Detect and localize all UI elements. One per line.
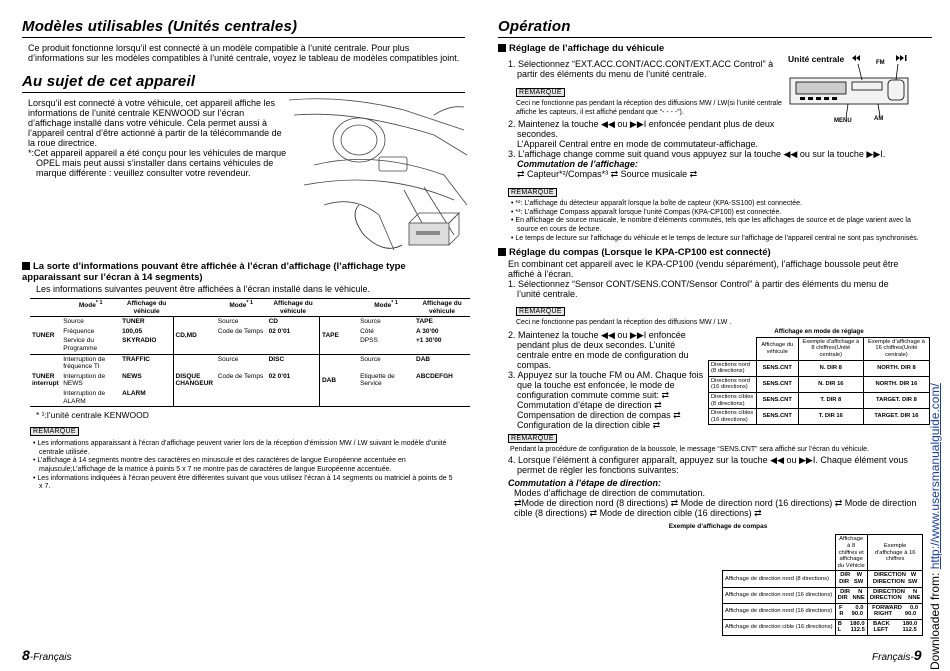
t1-header: Exemple d’affichage à 16 chiffres(Unité centrale) xyxy=(863,337,929,360)
s1-step2: 2. Maintenez la touche ◀◀ ou ▶▶I enfoncée pendant plus de deux secondes. xyxy=(508,119,775,140)
row-label-cell: Directions cibles (16 directions) xyxy=(709,409,757,425)
s2-step3: 3. Appuyez sur la touche FM ou AM. Chaque fois que la touche est enfoncée, le mode de configuration commute comme suit: ⇄ Commutation d’étape de direction ⇄ Compensation de direction de compas ⇄ Configuration de la direction cible ⇄ xyxy=(508,369,704,430)
info-label-cell: Code de Temps xyxy=(217,327,264,335)
commut2-heading: Commutation à l’étape de direction: xyxy=(508,478,662,489)
value-cell: N. DIR 16 xyxy=(798,376,863,392)
info-label-cell: Interruption de NEWS xyxy=(63,372,106,388)
info-value-cell: A 30’00 xyxy=(416,327,439,335)
about-text: Lorsqu’il est connecté à votre véhicule, cet appareil affiche les informations de l’unité centrale KENWOOD sur l’écran d’affichage installé dans votre véhicule. Cela permet aussi à l’appareil central d’être actionné à partir de la télécommande de la roue directrice. *:Cet appareil appareil a été conçu pour les véhicules de marque OPEL mais peut aussi s’installer dans certains véhicules de marque différente : veuillez consulter votre revendeur. xyxy=(28,98,287,178)
info-value-cell xyxy=(267,336,320,354)
remarque-label: REMARQUE xyxy=(30,427,79,436)
info-label-cell: Code de Temps xyxy=(217,372,264,380)
info-label-cell: Interruption de fréquence TI xyxy=(63,355,106,371)
value-cell: BACK 180.0 LEFT 112.5 xyxy=(867,619,923,635)
th-display-1: Affichage du véhicule xyxy=(120,299,173,317)
left-notes xyxy=(32,440,457,492)
fm-label: FM xyxy=(876,60,885,66)
s2-remark2: Pendant la procédure de configuration de la boussole, le message “SENS.CNT” sera affiché sur l’écran du véhicule. xyxy=(510,445,870,453)
mode-cell: TUNER xyxy=(30,317,61,354)
note-item: • Les informations indiquées à l’écran peuvent être différentes suivant que vous utilisez l’écran à 14 segments ou matriciel à points de 5 x 7. xyxy=(33,474,453,491)
info-label-cell: Etiquette de Service xyxy=(360,372,395,388)
info-label-cell: Fréquence xyxy=(63,327,95,335)
value-cell: DIRECTION N DIRECTION NNE xyxy=(867,587,923,603)
note-item: • Les informations apparaissant à l’écran d’affichage peuvent varier lors de la réception d’émission MW / LW suivant le modèle d’unité centrale utilisée. xyxy=(33,440,447,456)
square-bullet-icon xyxy=(22,262,30,270)
s1-step3: 3. L’affichage change comme suit quand vous appuyez sur la touche ◀◀ ou sur la touche ▶▶I. xyxy=(508,149,886,160)
info-type-heading: La sorte d’informations pouvant être affichée à l’écran d’affichage (l’affichage type apparaissant sur l’écran à 14 segments) xyxy=(22,261,406,283)
compass-heading: Réglage du compas (Lorsque le KPA-CP100 est connecté) xyxy=(498,247,932,258)
table-row xyxy=(709,409,930,425)
display-info-table xyxy=(30,298,470,407)
th-mode-1: Mode$^{* 1}$ xyxy=(61,299,120,317)
s2-step1: 1. Sélectionnez “Sensor CONT/SENS.CONT/Sensor Control” à partir des éléments du menu de l’unité centrale. xyxy=(508,279,889,300)
commut-heading: Commutation de l’affichage: xyxy=(517,159,638,170)
mode-cell: TAPE xyxy=(319,317,358,354)
row-label-cell: Affichage de direction cible (16 directions) xyxy=(723,619,836,635)
info-value-cell xyxy=(414,389,470,407)
menu-label: MENU xyxy=(834,118,852,124)
s1-remark1: Ceci ne fonctionne pas pendant la réception des diffusions MW / LW(si l’unité centrale affiche les capteurs, il est affiché pendant que “- - - -”). xyxy=(516,100,782,116)
row-label-cell: Directions cibles (8 directions) xyxy=(709,392,757,408)
info-label-cell: Source xyxy=(217,355,239,363)
info-value-cell: TAPE xyxy=(416,318,433,326)
table-row xyxy=(30,327,470,337)
square-bullet-icon xyxy=(498,248,506,256)
s2-step4: 4. Lorsque l’élément à configurer apparaît, appuyez sur la touche ◀◀ ou ▶▶I. Chaque élément vous permet de régler les fonctions suivantes: xyxy=(508,455,908,476)
commut-line: ⇄ Capteur*²/Compas*³ ⇄ Source musicale ⇄ xyxy=(517,169,698,180)
info-label-cell: Source xyxy=(217,318,239,326)
row-label-cell: Affichage de direction nord (16 directions) xyxy=(723,587,836,603)
note-item: • *²: L’affichage du détecteur apparaît lorsque la boîte de capteur (KPA-SS100) est connectée. xyxy=(511,200,802,208)
info-value-cell: SKYRADIO xyxy=(120,336,173,354)
commut2-line2: ⇄Mode de direction nord (8 directions) ⇄ Mode de direction nord (16 directions) ⇄ Mode de direction cible (8 directions) ⇄ Mode de direction cible (16 directions) ⇄ xyxy=(514,498,917,519)
info-value-cell: DAB xyxy=(416,355,431,363)
row-label-cell: Affichage de direction nord (8 directions) xyxy=(723,571,836,587)
info-label-cell: Côté xyxy=(360,327,374,335)
row-label-cell: Directions nord (16 directions) xyxy=(709,376,757,392)
th-mode-3: Mode$^{* 1}$ xyxy=(358,299,414,317)
remarque-label: REMARQUE xyxy=(508,434,557,443)
table-row xyxy=(723,571,923,587)
note-item: • L’affichage à 14 segments montre des caractères en minuscule et des caractères de langue Européenne accentuée en majuscule;L’affichage de la matrice à points 5 x 7 ne montre pas de caractères de langue Européenne accentuée. xyxy=(33,457,406,473)
models-intro: Ce produit fonctionne lorsqu’il est connecté à un modèle compatible à l’unité centrale. Pour plus d’informations sur les modèles compatibles à l’unité centrale, voyez le tableau de modèles compatibles joint. xyxy=(28,43,460,63)
remarque-label: REMARQUE xyxy=(508,188,557,197)
th-display-3: Affichage du véhicule xyxy=(414,299,470,317)
info-label-cell: Interruption de ALARM xyxy=(61,389,120,407)
value-cell: TARGET. DIR 8 xyxy=(863,392,929,408)
car-interior-illustration xyxy=(284,95,469,255)
commut2-line1: Modes d’affichage de direction de commutation. xyxy=(514,488,705,499)
note-item: • En affichage de source musicale, le nombre d’éléments commutés, tels que les affichages de source et de plage varient avec la source en cours de lecture. xyxy=(511,217,911,233)
table-row xyxy=(723,619,923,635)
download-watermark: Downloaded from: http://www.usersmanualguide.com/ xyxy=(928,383,942,670)
info-value-cell: TUNER xyxy=(120,317,173,327)
table-row xyxy=(709,360,930,376)
value-cell: F 0.0 R 90.0 xyxy=(835,603,867,619)
s2-intro: En combinant cet appareil avec le KPA-CP100 (vendu séparément), l’affichage boussole peut être affiché à l’écran. xyxy=(508,259,899,280)
th-display-2: Affichage du véhicule xyxy=(267,299,320,317)
table-row xyxy=(30,317,470,327)
info-value-cell: CD xyxy=(267,317,320,327)
right-page-number: Français-9 xyxy=(872,647,922,663)
s2-steps-2-3 xyxy=(508,330,708,430)
setting-mode-table-wrap xyxy=(708,328,930,426)
value-cell: FORWARD 0.0 RIGHT 90.0 xyxy=(867,603,923,619)
mode-cell: TUNER interrupt xyxy=(30,354,61,407)
value-cell: NORTH. DIR 16 xyxy=(863,376,929,392)
head-unit-drawing xyxy=(788,52,918,130)
value-cell: DIR W DIR SW xyxy=(835,571,867,587)
section-title-models: Modèles utilisables (Unités centrales) xyxy=(22,18,465,38)
info-type-sub: Les informations suivantes peuvent être affichées à l’écran installé dans le véhicule. xyxy=(36,284,371,294)
remarque-label: REMARQUE xyxy=(516,307,565,316)
info-label-cell xyxy=(358,389,414,407)
note-item: • *³: L’affichage Compass apparaît lorsque l’unité Compas (KPA-CP100) est connectée. xyxy=(511,208,782,216)
info-value-cell: ABCDEFGH xyxy=(416,372,453,380)
value-cell: NORTH. DIR 8 xyxy=(863,360,929,376)
info-label-cell xyxy=(216,336,267,354)
s2-remark1: Ceci ne fonctionne pas pendant la réception des diffusions MW / LW . xyxy=(516,319,732,327)
table-row xyxy=(709,376,930,392)
mode-cell: DAB xyxy=(319,354,358,407)
info-value-cell: +1 30’00 xyxy=(414,336,470,354)
table-row xyxy=(30,336,470,354)
table-row xyxy=(30,372,470,389)
t1-header: Affichage du véhicule xyxy=(756,337,798,360)
info-label-cell: Source xyxy=(360,318,381,326)
section-title-operation: Opération xyxy=(498,18,932,38)
table-row xyxy=(723,603,923,619)
info-label-cell: Source xyxy=(63,318,84,326)
info-table-body xyxy=(30,317,470,407)
watermark-link[interactable]: http://www.usersmanualguide.com/ xyxy=(928,383,942,570)
left-page-number: 8-Français xyxy=(22,647,72,663)
t1-header: Exemple d’affichage à 8 chiffres(Unité centrale) xyxy=(798,337,863,360)
t2-header: Affichage à 8 chiffres et affichage du Véhicle xyxy=(835,535,867,571)
mode-cell: CD,MD xyxy=(173,317,216,354)
table-row xyxy=(30,354,470,372)
value-cell: DIR N DIR NNE xyxy=(835,587,867,603)
about-note: *:Cet appareil appareil a été conçu pour les véhicules de marque OPEL mais peut aussi s’installer dans certains véhicules de marque différente : veuillez consulter votre revendeur. xyxy=(28,148,287,178)
value-cell: SENS.CNT xyxy=(756,360,798,376)
value-cell: SENS.CNT xyxy=(756,409,798,425)
head-unit-label: Unité centrale xyxy=(788,54,845,64)
compass-table-body xyxy=(723,571,923,636)
compass-table xyxy=(722,534,923,636)
value-cell: SENS.CNT xyxy=(756,392,798,408)
compass-table-title: Exemple d’affichage de compas xyxy=(668,523,768,531)
info-value-cell: NEWS xyxy=(120,372,173,389)
vehicle-display-heading: Réglage de l’affichage du véhicule xyxy=(498,43,932,54)
setting-mode-table xyxy=(708,337,930,426)
am-label: AM xyxy=(874,116,884,122)
right-page xyxy=(492,0,932,671)
value-cell: T. DIR 16 xyxy=(798,409,863,425)
info-value-cell: ALARM xyxy=(120,389,173,407)
value-cell: N. DIR 8 xyxy=(798,360,863,376)
s1-step2b: L’Appareil Central entre en mode de commutateur-affichage. xyxy=(517,139,758,150)
row-label-cell: Directions nord (8 directions) xyxy=(709,360,757,376)
s2-step2: 2. Maintenez la touche ◀◀ ou ▶▶I enfoncée pendant plus de deux secondes. L’unité centrale entre en mode de configuration du compas. xyxy=(508,329,689,370)
info-value-cell: TRAFFIC xyxy=(120,354,173,372)
info-value-cell: DISC xyxy=(267,354,320,372)
value-cell: SENS.CNT xyxy=(756,376,798,392)
t2-header: Exemple d’affichage à 16 chiffres xyxy=(867,535,923,571)
info-label-cell: Service du Programme xyxy=(61,336,120,354)
s1-notes xyxy=(510,200,920,243)
info-label-cell: Source xyxy=(360,355,381,363)
th-mode-2: Mode$^{* 1}$ xyxy=(216,299,267,317)
section-title-about: Au sujet de cet appareil xyxy=(22,73,465,93)
value-cell: DIRECTION W DIRECTION SW xyxy=(867,571,923,587)
row-label-cell: Affichage de direction nord (16 directions) xyxy=(723,603,836,619)
mode-cell: DISQUE CHANGEUR xyxy=(173,354,216,407)
table-row xyxy=(723,587,923,603)
remarque-label: REMARQUE xyxy=(516,88,565,97)
setting-mode-table-body xyxy=(709,360,930,425)
square-bullet-icon xyxy=(498,44,506,52)
info-label-cell: DPSS xyxy=(358,336,414,354)
info-value-cell: 02 0’01 xyxy=(267,327,320,337)
setting-mode-table-title: Affichage en mode de réglage xyxy=(774,327,864,335)
s1-step1: 1. Sélectionnez “EXT.ACC.CONT/ACC.CONT/EXT.ACC Control” à partir des éléments du menu de l’unité centrale. xyxy=(508,59,774,79)
table-row xyxy=(30,389,470,407)
info-value-cell: 02 0’01 xyxy=(267,372,320,389)
table-row xyxy=(709,392,930,408)
compass-table-wrap xyxy=(498,523,938,636)
info-value-cell xyxy=(267,389,320,407)
head-unit-illustration xyxy=(788,52,918,130)
table-footnote: * ¹:l’unité centrale KENWOOD xyxy=(36,410,149,421)
value-cell: B 180.0 L 112.5 xyxy=(835,619,867,635)
value-cell: T. DIR 8 xyxy=(798,392,863,408)
info-label-cell xyxy=(216,389,267,407)
note-item: • Le temps de lecture sur l’affichage du véhicule et le temps de lecture sur l’affichage de l’appareil central ne sont pas synchronisés. xyxy=(511,234,919,242)
value-cell: TARGET. DIR 16 xyxy=(863,409,929,425)
info-value-cell: 100,05 xyxy=(120,327,173,337)
